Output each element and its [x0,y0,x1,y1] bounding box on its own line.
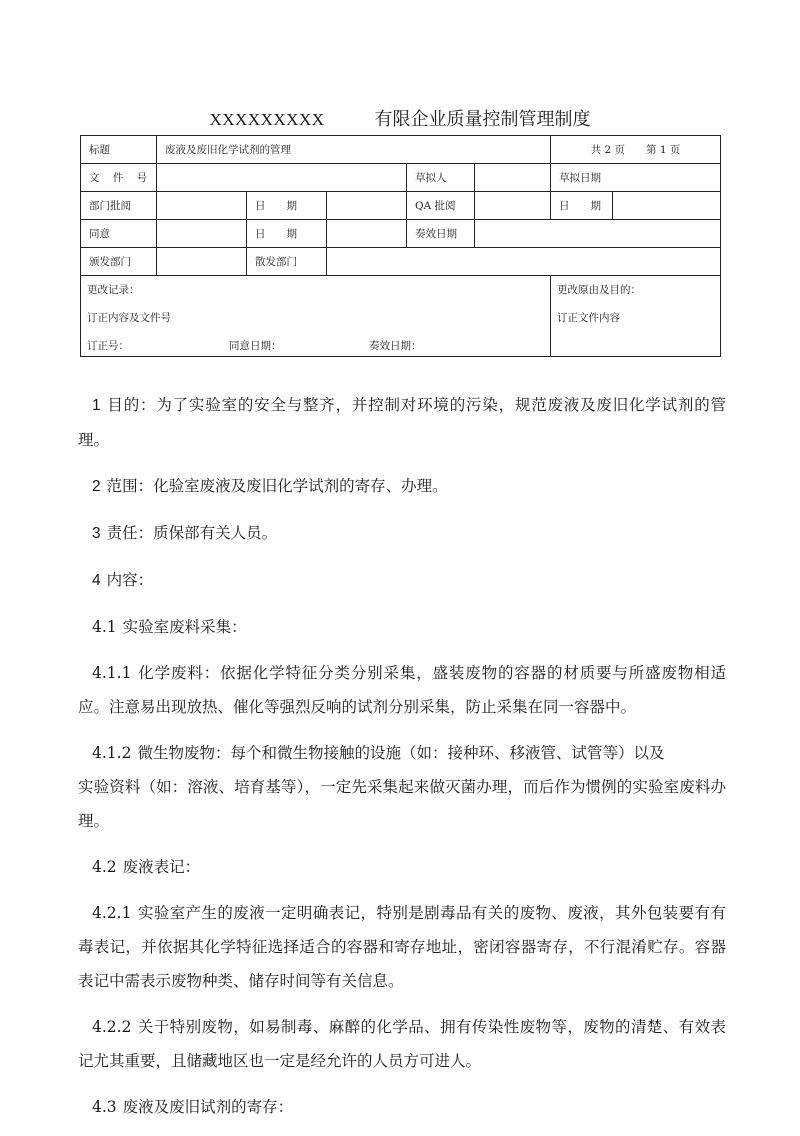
title-name: 有限企业质量控制管理制度 [374,109,591,130]
section-2: 2 范围：化验室废液及废旧化学试剂的寄存、办理。 [92,477,448,495]
document-title [0,105,800,131]
section-4-1-1: 4.1.1 化学废料：依据化学特征分类分别采集，盛装废物的容器的材质要与所盛废物相适应。注意易出现放热、催化等强烈反响的试剂分别采集，防止采集在同一容器中。 [78,664,726,716]
effective-date-label: 奏效日期 [407,220,475,248]
qa-date-value [613,192,721,220]
dept-review-value [157,192,247,220]
effective-date-value [475,220,721,248]
approve-value [157,220,247,248]
qa-date-label: 日 期 [551,192,613,220]
revision-content-label: 订正内容及文件号 [87,312,171,324]
change-reason-label: 更改原由及目的： [557,284,642,296]
approve-label: 同意 [81,220,157,248]
change-reason-cell [551,276,721,357]
section-4-1-2: 4.1.2 微生物废物：每个和微生物接触的设施（如：接种环、移液管、试管等）以及 [92,744,665,762]
page-count: 共 2 页 第 1 页 [551,136,721,164]
section-1: 1 目的：为了实验室的安全与整齐，并控制对环境的污染，规范废液及废旧化学试剂的管理。 [78,396,726,449]
issue-dept-label: 颁发部门 [81,248,157,276]
document-body [78,388,726,1136]
drafter-label: 草拟人 [407,164,475,192]
doc-no-value [157,164,407,192]
qa-review-value [475,192,551,220]
effect-date-label: 奏效日期： [369,340,422,352]
section-4-3: 4.3 废液及废旧试剂的寄存： [92,1098,294,1116]
approve-date-value [327,220,407,248]
approve-date-label: 日 期 [247,220,327,248]
dept-review-date-label: 日 期 [247,192,327,220]
drafter-value [475,164,551,192]
section-4: 4 内容： [92,571,154,589]
title-label: 标题 [81,136,157,164]
revision-no-label: 订正号： [87,340,129,352]
issue-dept-value [157,248,247,276]
section-3: 3 责任：质保部有关人员。 [92,524,278,542]
company-code: XXXXXXXXX [209,110,325,129]
section-4-1: 4.1 实验室废料采集： [92,618,247,636]
qa-review-label: QA 批阅 [407,192,475,220]
change-record-cell [81,276,551,357]
dept-review-label: 部门批阅 [81,192,157,220]
agree-date-label: 同意日期： [229,340,282,352]
revision-doc-content-label: 订正文件内容 [557,312,621,324]
title-value: 废液及废旧化学试剂的管理 [157,136,551,164]
doc-no-label: 文 件 号 [81,164,157,192]
dept-review-date-value [327,192,407,220]
section-4-2-2: 4.2.2 关于特别废物，如易制毒、麻醉的化学品、拥有传染性废物等，废物的清楚、有效表记尤其重要，且储藏地区也一定是经允许的人员方可进人。 [78,1018,726,1070]
change-record-label: 更改记录： [87,284,140,296]
document-control-table [80,135,721,357]
distribute-dept-label: 散发部门 [247,248,327,276]
section-4-2-1: 4.2.1 实验室产生的废液一定明确表记，特别是剧毒品有关的废物、废液，其外包装要有有毒表记，并依据其化学特征选择适合的容器和寄存地址，密闭容器寄存，不行混淆贮存。容器表记中需表示废物种类、储存时间等有关信息。 [78,904,726,990]
section-4-1-2-cont: 实验资料（如：溶液、培育基等），一定先采集起来做灭菌办理，而后作为惯例的实验室废料办理。 [78,778,726,830]
draft-date-label: 草拟日期 [551,164,721,192]
distribute-dept-value [327,248,721,276]
section-4-2: 4.2 废液表记： [92,858,201,876]
